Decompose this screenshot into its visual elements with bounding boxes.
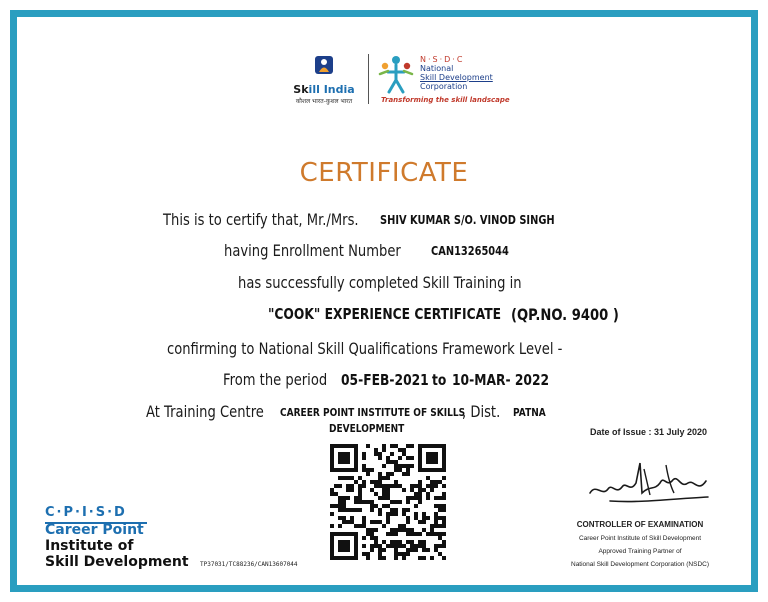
cpisd-acronym: C·P·I·S·D xyxy=(45,505,127,520)
serial-number: TP37031/TC88236/CAN13607044 xyxy=(200,561,298,568)
skill-india-logo xyxy=(288,54,360,105)
enrollment-number: CAN13265044 xyxy=(431,244,509,258)
nsdc-line-3: Corporation xyxy=(420,82,468,91)
cpisd-line-1: Career Point xyxy=(45,522,144,538)
qp-number: (QP.NO. 9400 ) xyxy=(511,305,619,324)
date-from: 05-FEB-2021 xyxy=(341,371,429,389)
signatory-title: CONTROLLER OF EXAMINATION xyxy=(576,520,704,529)
nsdc-line-2: Skill Development xyxy=(420,73,493,82)
certificate-title: CERTIFICATE xyxy=(299,158,469,188)
signatory-line-1: Career Point Institute of Skill Development xyxy=(578,535,702,542)
skill-india-emblem-icon xyxy=(313,54,335,76)
training-centre-line-2: DEVELOPMENT xyxy=(329,422,405,435)
enrollment-label: having Enrollment Number xyxy=(224,241,401,260)
district-label: , Dist. xyxy=(462,402,501,421)
period-label: From the period xyxy=(223,370,328,389)
nsdc-acronym: N·S·D·C xyxy=(420,55,465,64)
nsdc-line-1: National xyxy=(420,64,454,73)
course-name: "COOK" EXPERIENCE CERTIFICATE xyxy=(268,305,502,323)
training-centre-label: At Training Centre xyxy=(146,402,264,421)
completion-text: has successfully completed Skill Training in xyxy=(238,273,522,292)
nsdc-emblem-icon xyxy=(376,52,416,96)
signatory-line-3: National Skill Development Corporation (NSDC) xyxy=(571,561,709,568)
qr-code xyxy=(330,444,446,560)
issue-date: Date of Issue : 31 July 2020 xyxy=(590,427,708,437)
cpisd-line-3: Skill Development xyxy=(45,554,189,570)
signatory-line-2: Approved Training Partner of xyxy=(598,548,682,555)
nsdc-wordmark xyxy=(420,55,493,91)
nsqf-text: confirming to National Skill Qualifications Framework Level - xyxy=(167,339,563,358)
skill-india-tagline: कौशल भारत-कुशल भारत xyxy=(295,98,353,105)
candidate-name: SHIV KUMAR S/O. VINOD SINGH xyxy=(380,213,555,227)
logo-divider xyxy=(368,54,369,104)
certify-text: This is to certify that, Mr./Mrs. xyxy=(163,210,359,229)
date-to: 10-MAR- 2022 xyxy=(452,371,550,389)
training-centre-line-1: CAREER POINT INSTITUTE OF SKILLS xyxy=(280,406,466,419)
nsdc-tagline: Transforming the skill landscape xyxy=(381,96,510,104)
district-name: PATNA xyxy=(513,406,546,419)
cpisd-line-2: Institute of xyxy=(45,538,134,554)
skill-india-wordmark: Skill India xyxy=(293,83,355,96)
signature-image xyxy=(580,453,720,513)
to-word: to xyxy=(432,371,447,389)
